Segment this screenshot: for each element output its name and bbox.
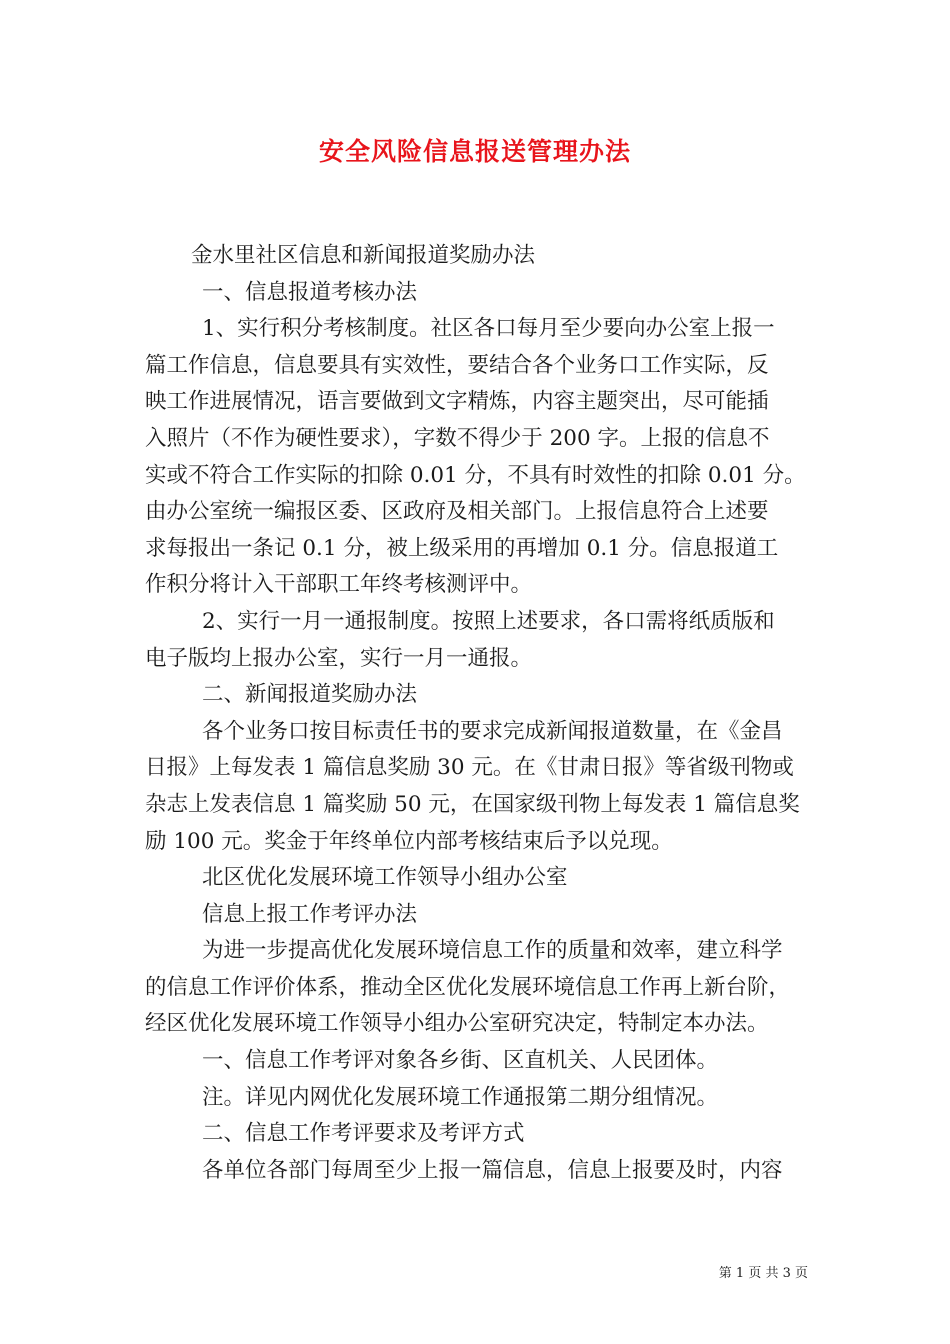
text-line: 入照片（不作为硬性要求），字数不得少于 200 字。上报的信息不	[145, 425, 770, 451]
text-line: 1、实行积分考核制度。社区各口每月至少要向办公室上报一	[202, 316, 775, 342]
text-line: 2、实行一月一通报制度。按照上述要求，各口需将纸质版和	[202, 608, 775, 634]
text-line: 一、信息报道考核办法	[202, 279, 418, 305]
text-line: 二、信息工作考评要求及考评方式	[202, 1121, 525, 1147]
document-title: 安全风险信息报送管理办法	[318, 137, 631, 166]
text-line: 经区优化发展环境工作领导小组办公室研究决定，特制定本办法。	[145, 1011, 769, 1037]
text-line: 的信息工作评价体系，推动全区优化发展环境信息工作再上新台阶，	[145, 974, 791, 1000]
text-line: 二、新闻报道奖励办法	[202, 682, 418, 708]
text-line: 注。详见内网优化发展环境工作通报第二期分组情况。	[202, 1084, 719, 1110]
document-body	[145, 238, 825, 1189]
text-line: 实或不符合工作实际的扣除 0.01 分，不具有时效性的扣除 0.01 分。	[145, 462, 806, 488]
text-line: 为进一步提高优化发展环境信息工作的质量和效率，建立科学	[202, 938, 783, 964]
text-line: 北区优化发展环境工作领导小组办公室	[202, 865, 568, 891]
text-line: 求每报出一条记 0.1 分，被上级采用的再增加 0.1 分。信息报道工	[145, 535, 779, 561]
text-line: 励 100 元。奖金于年终单位内部考核结束后予以兑现。	[145, 828, 673, 854]
text-line: 金水里社区信息和新闻报道奖励办法	[191, 243, 536, 268]
text-line: 各单位各部门每周至少上报一篇信息，信息上报要及时，内容	[202, 1157, 783, 1183]
text-line: 一、信息工作考评对象各乡街、区直机关、人民团体。	[202, 1048, 719, 1074]
text-line: 杂志上发表信息 1 篇奖励 50 元，在国家级刊物上每发表 1 篇信息奖	[145, 791, 800, 817]
text-line: 篇工作信息，信息要具有实效性，要结合各个业务口工作实际，反	[145, 352, 769, 378]
text-line: 日报》上每发表 1 篇信息奖励 30 元。在《甘肃日报》等省级刊物或	[145, 755, 794, 781]
text-line: 作积分将计入干部职工年终考核测评中。	[145, 572, 533, 598]
text-line: 各个业务口按目标责任书的要求完成新闻报道数量，在《金昌	[202, 718, 783, 744]
text-line: 映工作进展情况，语言要做到文字精炼，内容主题突出，尽可能插	[145, 389, 769, 415]
text-line: 电子版均上报办公室，实行一月一通报。	[145, 645, 533, 671]
text-line: 由办公室统一编报区委、区政府及相关部门。上报信息符合上述要	[145, 499, 769, 525]
text-line: 信息上报工作考评办法	[202, 901, 418, 927]
page-number-footer: 第 1 页 共 3 页	[718, 1266, 808, 1281]
